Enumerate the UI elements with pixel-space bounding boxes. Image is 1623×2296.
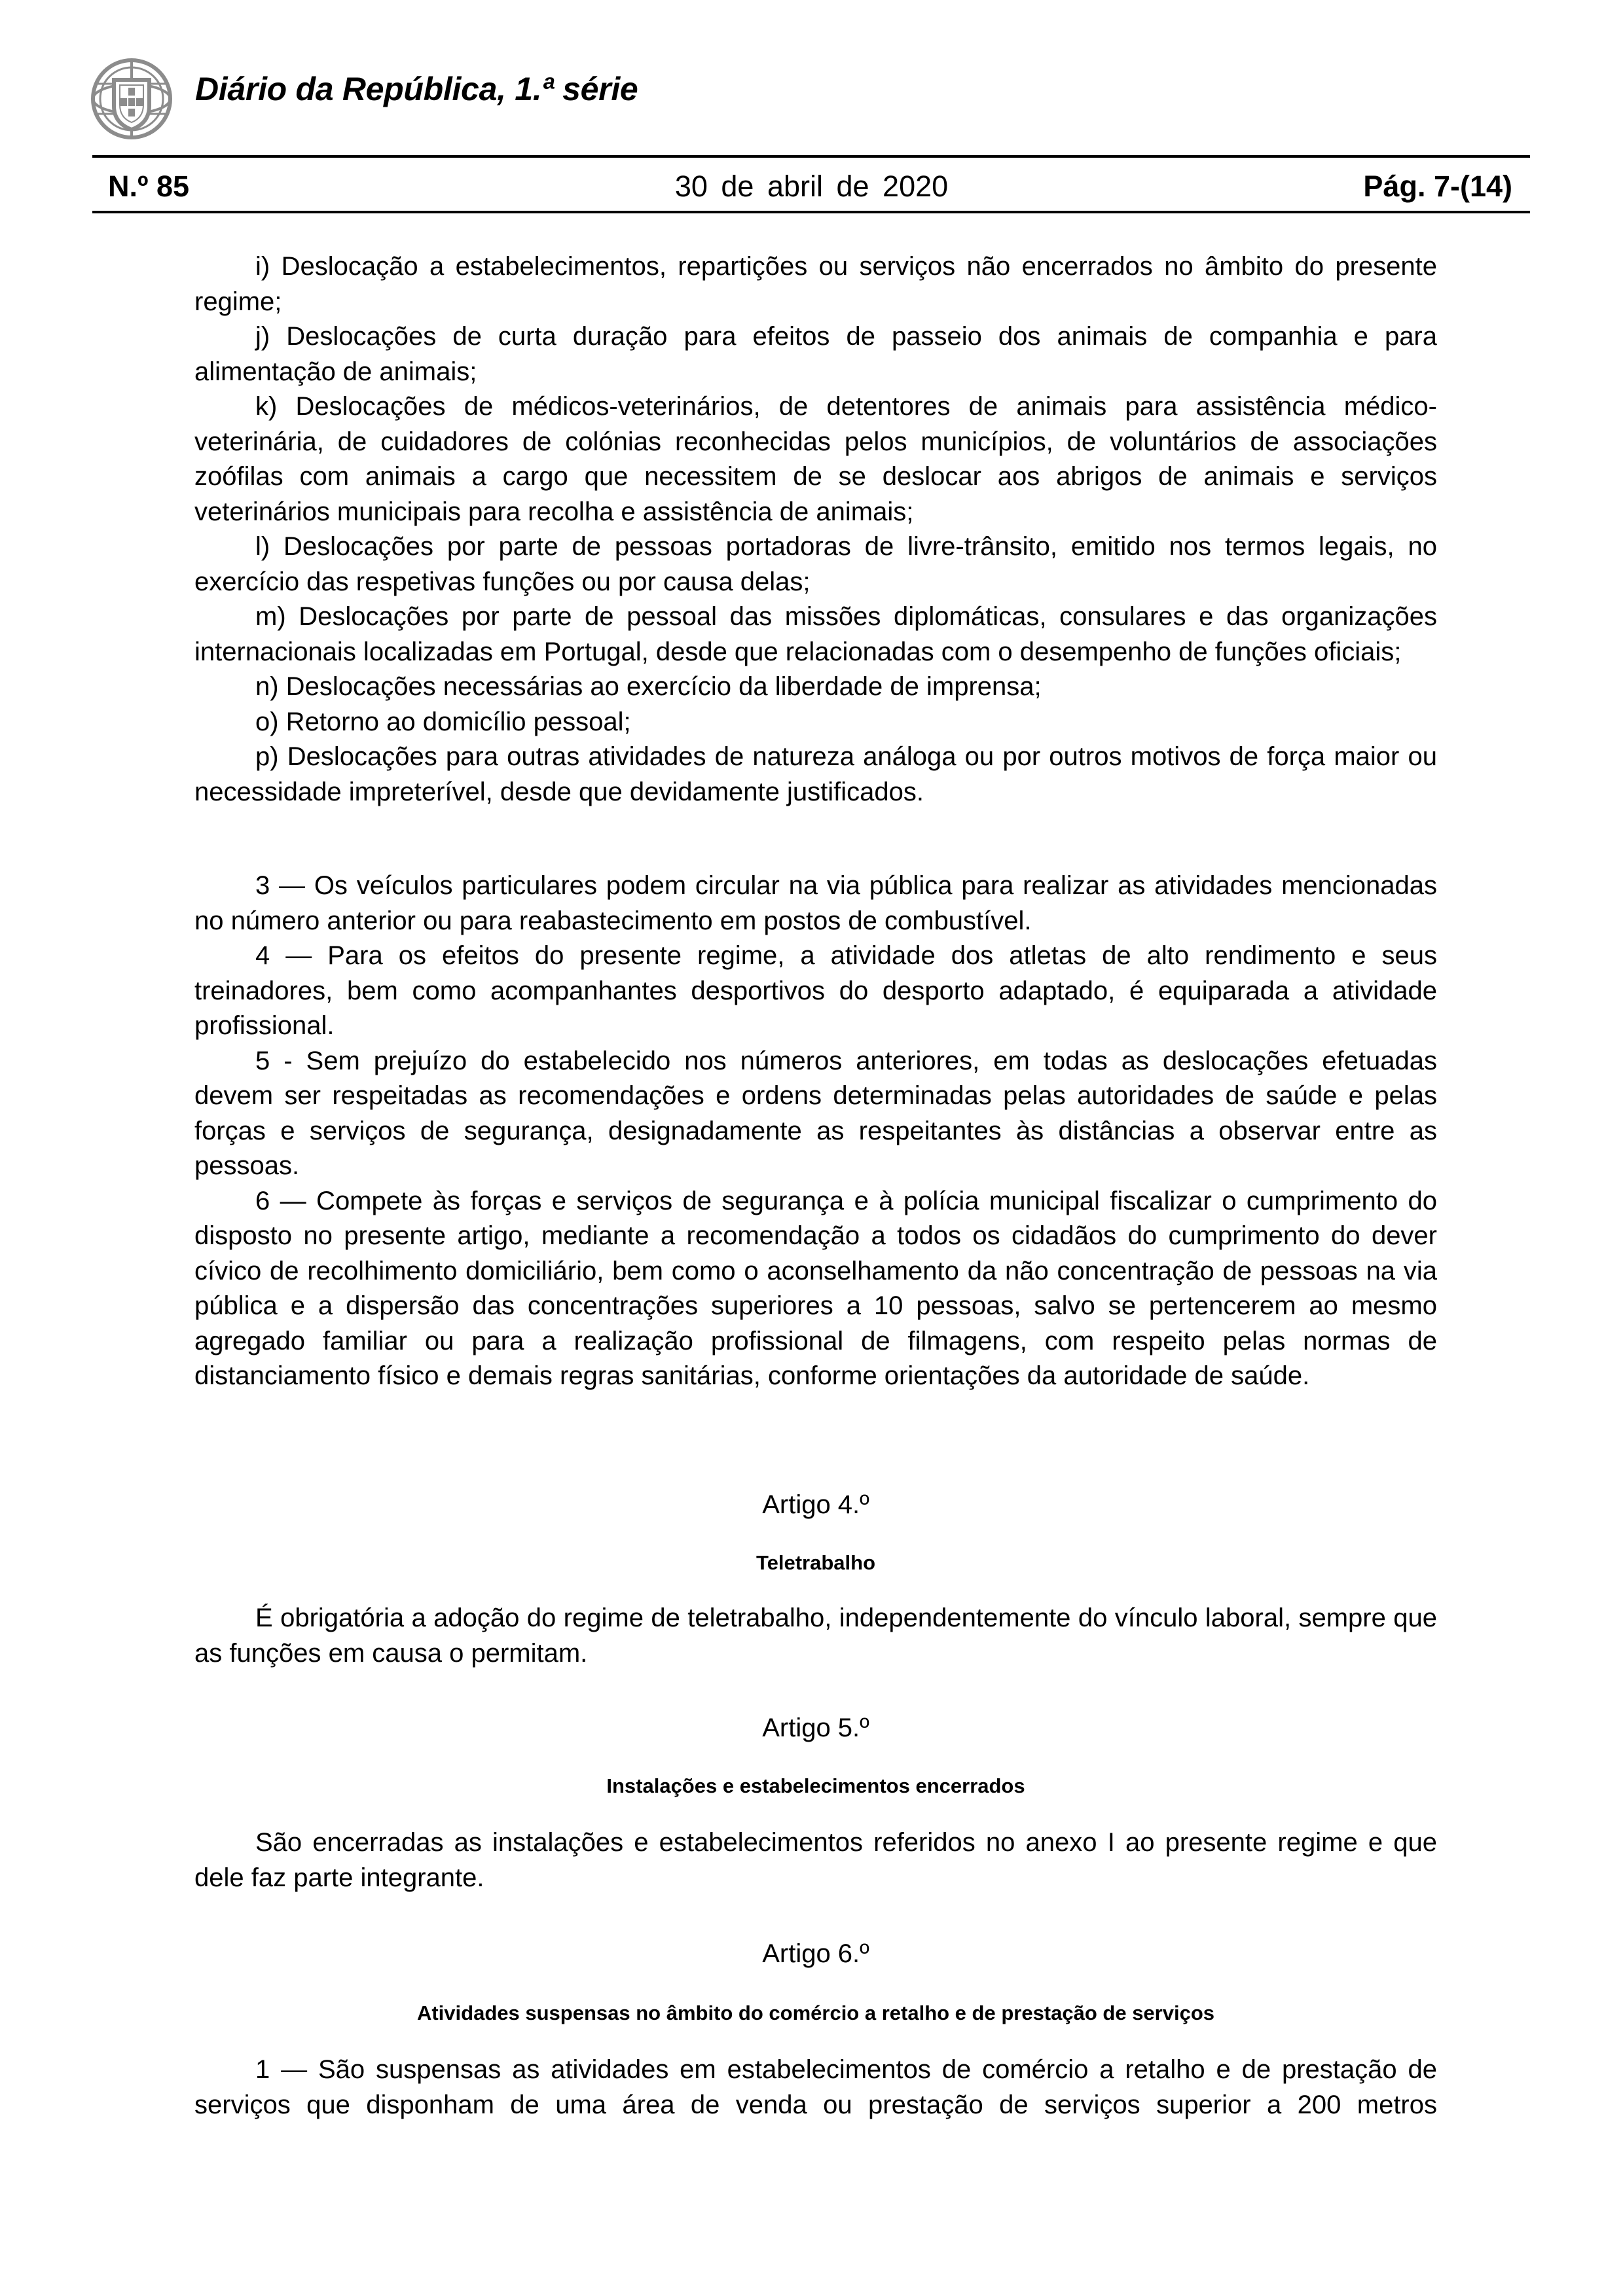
article-paragraph: São encerradas as instalações e estabelecimentos referidos no anexo I ao presente regime e que dele faz parte integrante. bbox=[194, 1828, 1437, 1892]
list-item: m) Deslocações por parte de pessoal das missões diplomáticas, consulares e das organizações internacionais localizadas em Portugal, desde que relacionadas com o desempenho de funções oficiais; bbox=[194, 602, 1437, 666]
list-item: l) Deslocações por parte de pessoas portadoras de livre-trânsito, emitido nos termos legais, no exercício das respetivas funções ou por causa delas; bbox=[194, 532, 1437, 596]
list-item: o) Retorno ao domicílio pessoal; bbox=[255, 707, 631, 736]
numbered-paragraph: 5 - Sem prejuízo do estabelecido nos números anteriores, em todas as deslocações efetuadas devem ser respeitadas as recomendações e ordens determinadas pelas autoridades de saúde e pelas forças e serviços de segurança, designadamente as respeitantes às distâncias a observar entre as pessoas. bbox=[194, 1046, 1437, 1180]
issue-date: 30 de abril de 2020 bbox=[674, 170, 949, 203]
article-body bbox=[194, 1601, 1437, 1671]
article-heading: Artigo 5.º bbox=[762, 1713, 869, 1742]
article-paragraph: É obrigatória a adoção do regime de teletrabalho, independentemente do vínculo laboral, sempre que as funções em causa o permitam. bbox=[194, 1604, 1437, 1668]
header-top-rule bbox=[92, 155, 1530, 158]
numbered-paragraph: 4 — Para os efeitos do presente regime, a atividade dos atletas de alto rendimento e seus treinadores, bem como acompanhantes desportivos do desporto adaptado, é equiparada a atividade profissional. bbox=[194, 941, 1437, 1040]
list-item: j) Deslocações de curta duração para efeitos de passeio dos animais de companhia e para alimentação de animais; bbox=[194, 322, 1437, 386]
issue-number: N.º 85 bbox=[108, 170, 189, 203]
article-heading: Artigo 6.º bbox=[762, 1939, 869, 1968]
list-item: k) Deslocações de médicos-veterinários, de detentores de animais para assistência médico-veterinária, de cuidadores de colónias reconhecidas pelos municípios, de voluntários de associações zoófilas com animais a cargo que necessitem de se deslocar aos abrigos de animais e serviços veterinários municipais para recolha e assistência de animais; bbox=[194, 392, 1437, 526]
numbered-paragraph: 3 — Os veículos particulares podem circular na via pública para realizar as atividades mencionadas no número anterior ou para reabastecimento em postos de combustível. bbox=[194, 871, 1437, 935]
article-title: Instalações e estabelecimentos encerrados bbox=[606, 1774, 1025, 1797]
page-number: Pág. 7-(14) bbox=[1363, 170, 1512, 203]
article-body bbox=[194, 1825, 1437, 1895]
article-body bbox=[194, 2053, 1437, 2123]
list-item: i) Deslocação a estabelecimentos, repartições ou serviços não encerrados no âmbito do presente regime; bbox=[194, 252, 1437, 316]
numbered-paragraph: 6 — Compete às forças e serviços de segurança e à polícia municipal fiscalizar o cumprimento do disposto no presente artigo, mediante a recomendação a todos os cidadãos do cumprimento do dever cívico de recolhimento domiciliário, bem como o aconselhamento da não concentração de pessoas na via pública e a dispersão das concentrações superiores a 10 pessoas, salvo se pertencerem ao mesmo agregado familiar ou para a realização profissional de filmagens, com respeito pelas normas de distanciamento físico e demais regras sanitárias, conforme orientações da autoridade de saúde. bbox=[194, 1186, 1437, 1390]
article-title: Atividades suspensas no âmbito do comércio a retalho e de prestação de serviços bbox=[416, 2001, 1215, 2024]
article-paragraph: 1 — São suspensas as atividades em estabelecimentos de comércio a retalho e de prestação de serviços que disponham de uma área de venda ou prestação de serviços superior a 200 metros bbox=[194, 2055, 1437, 2119]
numbered-paragraphs bbox=[194, 869, 1437, 1394]
article-heading: Artigo 4.º bbox=[762, 1490, 869, 1519]
article-title: Teletrabalho bbox=[756, 1551, 876, 1574]
list-item: n) Deslocações necessárias ao exercício da liberdade de imprensa; bbox=[255, 672, 1042, 701]
publication-title: Diário da República, 1.ª série bbox=[195, 71, 638, 107]
coat-of-arms-icon bbox=[90, 58, 173, 140]
header-bottom-rule bbox=[92, 211, 1530, 213]
items-list bbox=[194, 249, 1437, 810]
list-item: p) Deslocações para outras atividades de natureza análoga ou por outros motivos de força maior ou necessidade impreterível, desde que devidamente justificados. bbox=[194, 742, 1437, 806]
